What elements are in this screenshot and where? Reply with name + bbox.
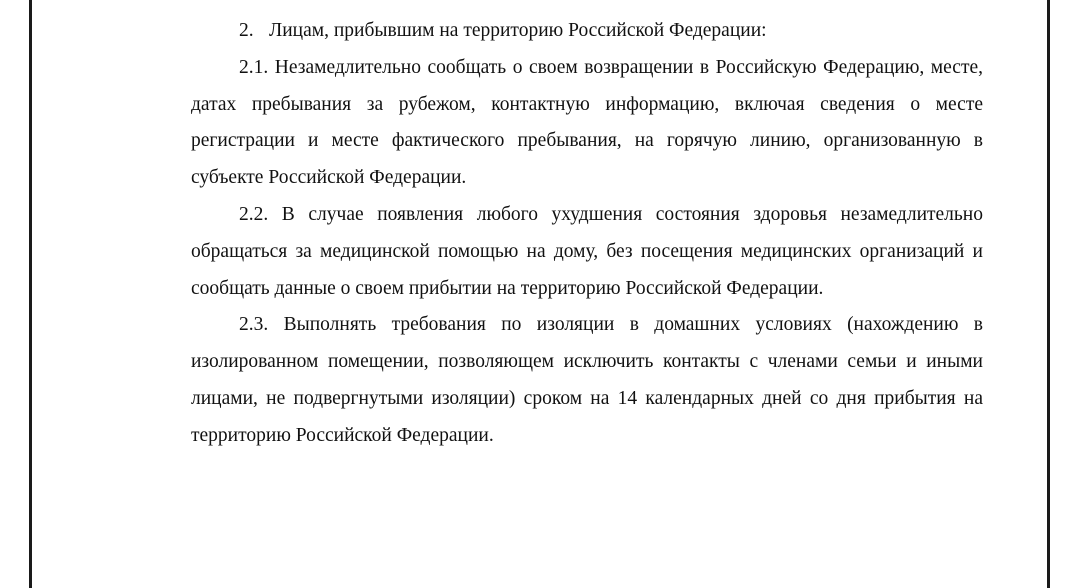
document-body xyxy=(191,13,983,455)
paragraph-2-3: 2.3. Выполнять требования по изоляции в домашних условиях (нахождению в изолированном помещении, позволяющем исключить контакты с членами семьи и иными лицами, не подвергнутыми изоляции) сроком на 14 календарных дней со дня прибытия на территорию Российской Федерации. xyxy=(191,314,983,446)
item-2-text: Лицам, прибывшим на территорию Российской Федерации: xyxy=(269,20,767,41)
page-border-right xyxy=(1047,0,1050,588)
page-border-left xyxy=(29,0,32,588)
item-2-number: 2. xyxy=(239,20,254,41)
paragraph-2-2: 2.2. В случае появления любого ухудшения состояния здоровья незамедлительно обращаться за медицинской помощью на дому, без посещения медицинских организаций и сообщать данные о своем прибытии на территорию Российской Федерации. xyxy=(191,203,983,299)
paragraph-2-1: 2.1. Незамедлительно сообщать о своем возвращении в Российскую Федерацию, месте, датах пребывания за рубежом, контактную информацию, включая сведения о месте регистрации и месте фактического пребывания, на горячую линию, организованную в субъекте Российской Федерации. xyxy=(191,56,983,189)
item-2-heading xyxy=(191,13,983,50)
